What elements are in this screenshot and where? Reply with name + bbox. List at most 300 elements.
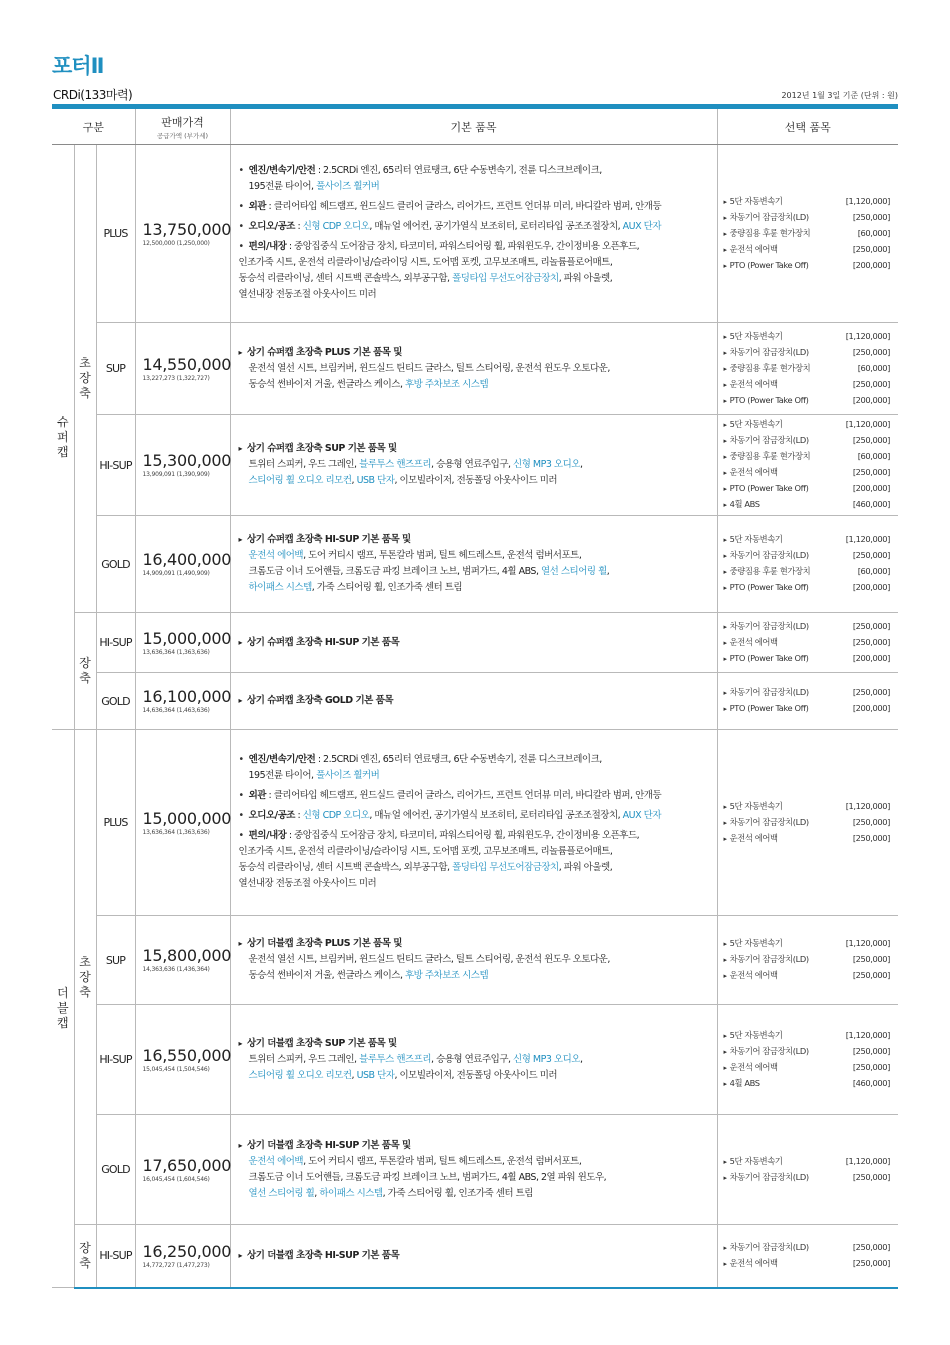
item-heading: [239, 201, 266, 212]
highlight-text: 폴딩타입 무선도어잠금장치: [452, 272, 559, 284]
option-item: [724, 635, 891, 651]
option-name: ▸ PTO (Power Take Off): [724, 580, 809, 596]
option-name: ▸ 차동기어 잠금장치(LD): [724, 345, 809, 361]
option-price: [60,000]: [857, 362, 891, 373]
text: , 파워 아울렛,: [558, 272, 613, 284]
basic-heading: ▸ 상기 슈퍼캡 초장축 HI-SUP 기본 품목: [239, 635, 711, 651]
option-item: [724, 815, 891, 831]
option-price: [1,120,000]: [845, 419, 891, 429]
text: , 도어 커티시 램프, 투톤칼라 범퍼, 틸트 헤드레스트, 운전석 럼버서포트,: [303, 1155, 582, 1167]
option-price: [460,000]: [852, 1077, 891, 1088]
sale-price: 16,400,000: [142, 550, 232, 569]
text: :: [294, 220, 303, 232]
supply-price: 14,772,727 (1,477,273): [142, 1261, 210, 1269]
item-heading: [239, 754, 316, 765]
option-items: [717, 1225, 898, 1288]
item-category: 편의/내장: [248, 240, 287, 252]
option-name: ▸ 차동기어 잠금장치(LD): [724, 619, 809, 635]
trim-name: HI-SUP: [96, 613, 135, 673]
item-category: 오디오/공조: [248, 220, 295, 232]
sale-price: 13,750,000: [142, 219, 232, 239]
basic-item: [239, 828, 711, 892]
supply-price: 14,909,091 (1,490,909): [142, 570, 210, 577]
text: 운전석 열선 시트, 브림커버, 윈드실드 틴티드 글라스, 틸트 스티어링, 운전석 윈도우 오토다운,: [248, 362, 610, 374]
option-item: [724, 465, 891, 481]
trim-name: HI-SUP: [96, 1005, 135, 1115]
option-item: [724, 194, 891, 210]
option-price: [250,000]: [852, 687, 891, 697]
option-name: ▸ 운전석 에어백: [724, 635, 778, 651]
option-items: [717, 145, 898, 323]
text: ,: [314, 1187, 320, 1199]
basic-line: [239, 952, 711, 968]
item-continuation: [239, 770, 380, 781]
text: , 이모빌라이저, 전동폴딩 아웃사이드 미러: [394, 475, 558, 486]
basic-items: [230, 673, 717, 730]
option-name: ▸ 운전석 에어백: [724, 831, 778, 847]
option-name: ▸ 운전석 에어백: [724, 377, 778, 393]
option-name: ▸ 4휠 ABS: [724, 1076, 760, 1092]
basic-line: [239, 564, 711, 580]
option-item: [724, 345, 891, 361]
text: : 2.5CRDi 엔진, 65리터 연료탱크, 6단 수동변속기, 전륜 디스크브레이크,: [315, 753, 602, 765]
option-item: [724, 701, 891, 717]
text: : 클리어타입 헤드램프, 윈드실드 클리어 글라스, 리어가드, 프런트 언더뷰 미러, 바디칼라 범퍼, 안개등: [265, 200, 662, 212]
option-price: [250,000]: [852, 1045, 891, 1056]
sale-price: 15,000,000: [142, 808, 232, 828]
basic-line: [239, 377, 711, 393]
option-price: [60,000]: [857, 566, 891, 576]
option-price: [250,000]: [852, 467, 891, 477]
basic-item: [239, 219, 711, 235]
price-cell: [135, 1005, 230, 1115]
option-item: [724, 226, 891, 242]
option-price: [250,000]: [852, 550, 891, 560]
basic-item: [239, 788, 711, 804]
option-items: [717, 1005, 898, 1115]
text: , 가죽 스티어링 휠, 인조가죽 센터 트림: [382, 1187, 533, 1199]
option-name: ▸ 중량짐용 후륜 현가장치: [724, 361, 811, 377]
option-item: [724, 1028, 891, 1044]
option-price: [250,000]: [852, 1061, 891, 1072]
option-price: [200,000]: [852, 259, 891, 270]
table-row: [52, 415, 898, 516]
option-item: [724, 481, 891, 497]
option-items: [717, 516, 898, 613]
text: 195전륜 타이어,: [248, 769, 317, 781]
highlight-text: 하이패스 시스템: [248, 582, 312, 593]
basic-items: [230, 516, 717, 613]
sale-price: 16,250,000: [142, 1241, 232, 1261]
text: , 이모빌라이저, 전동폴딩 아웃사이드 미러: [394, 1069, 558, 1081]
option-name: ▸ 5단 자동변속기: [724, 532, 783, 548]
text: ,: [351, 1069, 357, 1081]
item-heading: [239, 810, 295, 821]
option-price: [250,000]: [852, 832, 891, 843]
group-ultra-long: 초 장 축: [74, 145, 96, 613]
supply-price: 12,500,000 (1,250,000): [142, 239, 210, 247]
option-name: ▸ PTO (Power Take Off): [724, 258, 809, 274]
item-heading: [239, 165, 316, 176]
highlight-text: USB 단자: [356, 1069, 395, 1081]
option-item: [724, 393, 891, 409]
text: 열선내장 전동조절 아웃사이드 미러: [238, 877, 377, 889]
price-cell: [135, 673, 230, 730]
highlight-text: 열선 스티어링 휠: [541, 566, 607, 577]
option-item: [724, 564, 891, 580]
text: 트위터 스피커, 우드 그레인,: [248, 1053, 360, 1065]
basic-items: [230, 415, 717, 516]
highlight-text: 풀사이즈 휠커버: [316, 769, 380, 781]
option-name: ▸ 중량짐용 후륜 현가장치: [724, 226, 811, 242]
option-price: [200,000]: [852, 394, 891, 405]
highlight-text: 블루투스 핸즈프리: [359, 459, 432, 470]
basic-item: [239, 808, 711, 824]
text: 인조가죽 시트, 운전석 리클라이닝/슬라이딩 시트, 도어맵 포켓, 고무보조매트, 리놀륨플로어매트,: [238, 845, 613, 857]
option-item: [724, 1044, 891, 1060]
item-category: 오디오/공조: [248, 809, 295, 821]
date-unit-note: 2012년 1월 3일 기준 (단위 : 원): [781, 91, 898, 100]
basic-item: [239, 163, 711, 195]
option-name: ▸ 운전석 에어백: [724, 968, 778, 984]
basic-line: [239, 361, 711, 377]
highlight-text: 후방 주차보조 시스템: [405, 378, 489, 390]
option-item: [724, 1170, 891, 1186]
group-ultra-long: 초 장 축: [74, 730, 96, 1225]
option-price: [250,000]: [852, 636, 891, 647]
highlight-text: 열선 스티어링 휠: [248, 1187, 315, 1199]
text: 트위터 스피커, 우드 그레인,: [248, 459, 360, 470]
basic-line: [239, 1052, 711, 1068]
option-name: ▸ 차동기어 잠금장치(LD): [724, 1044, 809, 1060]
basic-line: [239, 580, 711, 596]
item-category: 편의/내장: [248, 829, 287, 841]
group-long: 장 축: [74, 613, 96, 730]
basic-items: [230, 613, 717, 673]
option-name: ▸ 5단 자동변속기: [724, 194, 783, 210]
trim-name: GOLD: [96, 1115, 135, 1225]
option-item: [724, 1240, 891, 1256]
text: : 2.5CRDi 엔진, 65리터 연료탱크, 6단 수동변속기, 전륜 디스크브레이크,: [315, 164, 602, 176]
item-heading: [239, 221, 295, 232]
option-name: ▸ 중량짐용 후륜 현가장치: [724, 564, 811, 580]
option-price: [60,000]: [857, 227, 891, 238]
option-item: [724, 548, 891, 564]
option-price: [200,000]: [852, 703, 891, 713]
option-item: [724, 580, 891, 596]
item-category: 외관: [248, 789, 266, 801]
supply-price: 13,636,364 (1,363,636): [142, 648, 210, 656]
basic-items: [230, 916, 717, 1005]
item-heading: [239, 790, 266, 801]
option-item: [724, 799, 891, 815]
trim-name: PLUS: [96, 730, 135, 916]
trim-name: HI-SUP: [96, 1225, 135, 1288]
highlight-text: 후방 주차보조 시스템: [405, 970, 489, 981]
option-name: ▸ 중량짐용 후륜 현가장치: [724, 449, 811, 465]
option-item: [724, 619, 891, 635]
option-name: ▸ 차동기어 잠금장치(LD): [724, 210, 809, 226]
option-price: [250,000]: [852, 1257, 891, 1268]
sale-price: 17,650,000: [142, 1155, 232, 1175]
option-price: [250,000]: [852, 816, 891, 827]
basic-items: [230, 1225, 717, 1288]
option-price: [1,120,000]: [845, 800, 891, 811]
option-price: [250,000]: [852, 346, 891, 357]
header-price-sub: 공급가액 (부가세): [156, 131, 209, 140]
highlight-text: 스티어링 휠 오디오 리모컨: [248, 475, 352, 486]
text: 운전석 열선 시트, 브림커버, 윈드실드 틴티드 글라스, 틸트 스티어링, 운전석 윈도우 오토다운,: [248, 954, 610, 965]
option-name: ▸ 5단 자동변속기: [724, 799, 783, 815]
highlight-text: 풀사이즈 휠커버: [316, 180, 380, 192]
supply-price: 16,045,454 (1,604,546): [142, 1175, 210, 1183]
price-cell: [135, 145, 230, 323]
trim-name: PLUS: [96, 145, 135, 323]
option-item: [724, 1076, 891, 1092]
header-options: 선택 품목: [717, 109, 898, 145]
option-price: [1,120,000]: [845, 938, 891, 948]
option-price: [1,120,000]: [845, 534, 891, 544]
option-item: [724, 258, 891, 274]
highlight-text: 폴딩타입 무선도어잠금장치: [452, 861, 559, 873]
text: ,: [351, 475, 357, 486]
highlight-text: 신형 MP3 오디오: [513, 1053, 580, 1065]
engine-subtitle: CRDi(133마력): [53, 88, 133, 102]
option-name: ▸ PTO (Power Take Off): [724, 481, 809, 497]
option-price: [250,000]: [852, 435, 891, 445]
option-item: [724, 936, 891, 952]
supply-price: 15,045,454 (1,504,546): [142, 1065, 210, 1073]
basic-item: [239, 199, 711, 215]
basic-heading: ▸ 상기 더블캡 초장축 HI-SUP 기본 품목 및: [239, 1138, 711, 1154]
price-cell: [135, 415, 230, 516]
price-cell: [135, 1225, 230, 1288]
option-price: [200,000]: [852, 652, 891, 663]
trim-name: SUP: [96, 916, 135, 1005]
text: 인조가죽 시트, 운전석 리클라이닝/슬라이딩 시트, 도어맵 포켓, 고무보조매트, 리놀륨플로어매트,: [238, 256, 613, 268]
item-continuation: [239, 181, 380, 192]
text: , 매뉴얼 에어컨, 공기가열식 보조히터, 로터리타입 공조조절장치,: [369, 809, 623, 821]
basic-item: [239, 752, 711, 784]
option-name: ▸ PTO (Power Take Off): [724, 701, 809, 717]
option-price: [250,000]: [852, 211, 891, 222]
option-name: ▸ 5단 자동변속기: [724, 1154, 783, 1170]
option-items: [717, 916, 898, 1005]
page-title: 포터Ⅱ: [52, 54, 104, 78]
table-row: [52, 730, 898, 916]
option-name: ▸ 차동기어 잠금장치(LD): [724, 1170, 809, 1186]
option-item: [724, 210, 891, 226]
option-item: [724, 1256, 891, 1272]
option-items: [717, 323, 898, 415]
text: , 승용형 연료주입구,: [431, 1053, 514, 1065]
option-name: ▸ 차동기어 잠금장치(LD): [724, 815, 809, 831]
text: 동승석 썬바이저 거울, 썬글라스 케이스,: [248, 970, 405, 981]
sale-price: 16,100,000: [142, 687, 232, 706]
text: , 승용형 연료주입구,: [431, 459, 514, 470]
price-table: [52, 109, 898, 1289]
text: :: [294, 809, 303, 821]
option-name: ▸ PTO (Power Take Off): [724, 393, 809, 409]
option-price: [460,000]: [852, 499, 891, 509]
highlight-text: 신형 CDP 오디오: [302, 220, 370, 232]
table-body: [52, 145, 898, 1288]
basic-heading: ▸ 상기 슈퍼캡 초장축 PLUS 기본 품목 및: [239, 345, 711, 361]
trim-name: HI-SUP: [96, 415, 135, 516]
text: ,: [579, 1053, 583, 1065]
text: , 파워 아울렛,: [558, 861, 613, 873]
item-heading: [239, 241, 287, 252]
basic-item: [239, 239, 711, 303]
option-price: [250,000]: [852, 243, 891, 254]
option-price: [250,000]: [852, 378, 891, 389]
trim-name: GOLD: [96, 516, 135, 613]
header-price-label: 판매가격: [161, 115, 204, 129]
option-items: [717, 673, 898, 730]
table-row: [52, 1005, 898, 1115]
highlight-text: USB 단자: [356, 475, 395, 486]
option-item: [724, 377, 891, 393]
option-item: [724, 417, 891, 433]
option-item: [724, 831, 891, 847]
supply-price: 14,363,636 (1,436,364): [142, 966, 210, 973]
option-price: [200,000]: [852, 483, 891, 493]
basic-line: [239, 548, 711, 564]
basic-heading: ▸ 상기 슈퍼캡 초장축 HI-SUP 기본 품목 및: [239, 532, 711, 548]
table-row: [52, 145, 898, 323]
table-row: [52, 1225, 898, 1288]
option-name: ▸ 5단 자동변속기: [724, 417, 783, 433]
option-price: [250,000]: [852, 970, 891, 980]
option-items: [717, 613, 898, 673]
option-items: [717, 415, 898, 516]
text: 동승석 썬바이저 거울, 썬글라스 케이스,: [248, 378, 405, 390]
text: : 중앙집중식 도어잠금 장치, 타코미터, 파워스티어링 휠, 파워윈도우, 간이정비용 오픈후드,: [286, 240, 640, 252]
option-name: ▸ 4휠 ABS: [724, 497, 760, 513]
text: 크롬도금 이너 도어핸들, 크롬도금 파킹 브레이크 노브, 범퍼가드, 4휠 ABS,: [248, 566, 541, 577]
table-row: [52, 613, 898, 673]
option-name: ▸ 차동기어 잠금장치(LD): [724, 1240, 809, 1256]
basic-line: [239, 473, 711, 489]
text: : 중앙집중식 도어잠금 장치, 타코미터, 파워스티어링 휠, 파워윈도우, 간이정비용 오픈후드,: [286, 829, 640, 841]
basic-heading: ▸ 상기 더블캡 초장축 HI-SUP 기본 품목: [239, 1248, 711, 1264]
text: 크롬도금 이너 도어핸들, 크롬도금 파킹 브레이크 노브, 범퍼가드, 4휠 ABS, 2열 파워 윈도우,: [248, 1171, 607, 1183]
price-cell: [135, 1115, 230, 1225]
text: 195전륜 타이어,: [248, 180, 317, 192]
option-name: ▸ 5단 자동변속기: [724, 936, 783, 952]
price-cell: [135, 323, 230, 415]
option-item: [724, 242, 891, 258]
text: ,: [606, 566, 610, 577]
basic-line: [239, 1154, 711, 1170]
basic-line: [239, 457, 711, 473]
text: 동승석 리클라이닝, 센터 시트백 콘솔박스, 외부공구함,: [238, 861, 453, 873]
supply-price: 13,227,273 (1,322,727): [142, 374, 210, 382]
option-name: ▸ 차동기어 잠금장치(LD): [724, 685, 809, 701]
price-cell: [135, 516, 230, 613]
option-price: [250,000]: [852, 620, 891, 631]
table-row: [52, 673, 898, 730]
basic-items: [230, 1115, 717, 1225]
table-row: [52, 1115, 898, 1225]
highlight-text: 하이패스 시스템: [319, 1187, 383, 1199]
option-price: [250,000]: [852, 1241, 891, 1252]
option-name: ▸ 운전석 에어백: [724, 242, 778, 258]
table-header-row: [52, 109, 898, 145]
header-category: 구분: [52, 109, 135, 145]
option-item: [724, 329, 891, 345]
basic-heading: ▸ 상기 더블캡 초장축 PLUS 기본 품목 및: [239, 936, 711, 952]
supply-price: 13,909,091 (1,390,909): [142, 471, 210, 478]
basic-line: [239, 1068, 711, 1084]
basic-items: [230, 730, 717, 916]
highlight-text: 신형 CDP 오디오: [302, 809, 370, 821]
option-price: [1,120,000]: [845, 1155, 891, 1166]
basic-items: [230, 145, 717, 323]
text: , 가죽 스티어링 휠, 인조가죽 센터 트림: [311, 582, 463, 593]
option-price: [1,120,000]: [845, 195, 891, 206]
basic-items: [230, 323, 717, 415]
option-price: [250,000]: [852, 954, 891, 964]
text: ,: [579, 459, 583, 470]
option-price: [200,000]: [852, 582, 891, 592]
table-row: [52, 323, 898, 415]
highlight-text: 운전석 에어백: [248, 550, 304, 561]
sale-price: 14,550,000: [142, 354, 232, 374]
option-items: [717, 1115, 898, 1225]
option-item: [724, 532, 891, 548]
price-cell: [135, 730, 230, 916]
sale-price: 16,550,000: [142, 1045, 232, 1065]
option-item: [724, 433, 891, 449]
price-cell: [135, 916, 230, 1005]
trim-name: SUP: [96, 323, 135, 415]
option-price: [250,000]: [852, 1171, 891, 1182]
table-row: [52, 916, 898, 1005]
basic-heading: ▸ 상기 더블캡 초장축 SUP 기본 품목 및: [239, 1036, 711, 1052]
option-item: [724, 449, 891, 465]
basic-line: [239, 1170, 711, 1186]
sale-price: 15,800,000: [142, 946, 232, 965]
highlight-text: 블루투스 핸즈프리: [359, 1053, 432, 1065]
option-item: [724, 952, 891, 968]
sale-price: 15,300,000: [142, 451, 232, 470]
option-name: ▸ 차동기어 잠금장치(LD): [724, 433, 809, 449]
option-name: ▸ 운전석 에어백: [724, 465, 778, 481]
basic-items: [230, 1005, 717, 1115]
option-name: ▸ 차동기어 잠금장치(LD): [724, 952, 809, 968]
text: 동승석 리클라이닝, 센터 시트백 콘솔박스, 외부공구함,: [238, 272, 453, 284]
group-long: 장 축: [74, 1225, 96, 1288]
basic-line: [239, 968, 711, 984]
trim-name: GOLD: [96, 673, 135, 730]
option-name: ▸ 5단 자동변속기: [724, 1028, 783, 1044]
item-category: 엔진/변속기/안전: [248, 753, 316, 765]
highlight-text: 운전석 에어백: [248, 1155, 304, 1167]
text: 열선내장 전동조절 아웃사이드 미러: [238, 288, 377, 300]
highlight-text: AUX 단자: [622, 809, 662, 821]
group-super-cab: 슈 퍼 캡: [52, 145, 74, 730]
option-item: [724, 1060, 891, 1076]
option-item: [724, 651, 891, 667]
item-category: 외관: [248, 200, 266, 212]
highlight-text: AUX 단자: [622, 220, 662, 232]
option-name: ▸ 5단 자동변속기: [724, 329, 783, 345]
option-items: [717, 730, 898, 916]
option-price: [1,120,000]: [845, 330, 891, 341]
item-heading: [239, 830, 287, 841]
group-double-cab: 더 블 캡: [52, 730, 74, 1288]
